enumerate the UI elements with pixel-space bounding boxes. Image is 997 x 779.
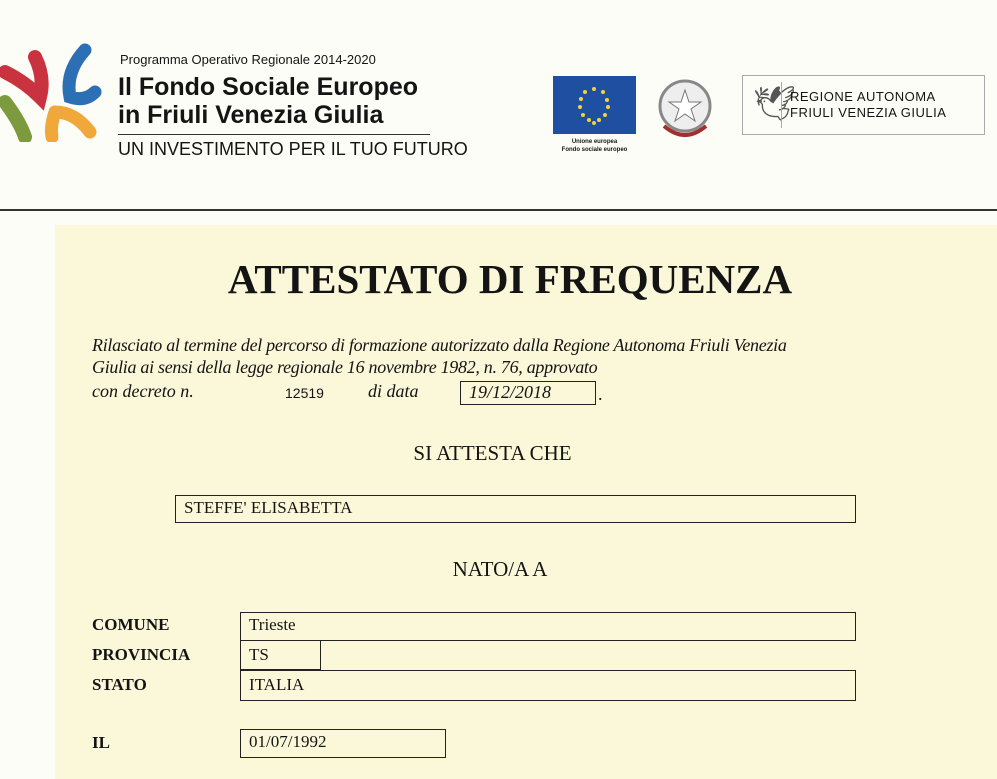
fse-title-2: in Friuli Venezia Giulia (118, 101, 384, 129)
header-rule (0, 209, 997, 211)
provincia-field: TS (240, 640, 321, 670)
eagle-icon: 🕊 (753, 86, 797, 123)
italian-emblem-icon (652, 76, 718, 144)
slogan: UN INVESTIMENTO PER IL TUO FUTURO (118, 139, 468, 159)
region-logo (742, 75, 985, 135)
stato-label: STATO (92, 675, 147, 694)
fse-title-1: Il Fondo Sociale Europeo (118, 73, 419, 101)
comune-field: Trieste (240, 612, 856, 641)
born-heading: NATO/A A (452, 557, 548, 581)
decree-date-field: 19/12/2018 (460, 381, 596, 405)
eu-caption-1: Unione europea (571, 139, 618, 145)
decree-number: 12519 (285, 385, 324, 401)
document-title: ATTESTATO DI FREQUENZA (227, 256, 793, 302)
region-line-2: FRIULI VENEZIA GIULIA (790, 105, 947, 120)
comune-label: COMUNE (92, 615, 170, 634)
attest-heading: SI ATTESTA CHE (413, 441, 572, 465)
decree-label: con decreto n. (92, 381, 194, 401)
intro-text (92, 334, 787, 378)
logo-divider (118, 134, 430, 135)
intro-line-2: Giulia ai sensi della legge regionale 16 novembre 1982, n. 76, approvato (92, 357, 598, 377)
eu-caption (553, 138, 636, 154)
eu-flag-icon (553, 76, 636, 134)
eu-caption-2: Fondo sociale europeo (561, 147, 628, 153)
name-field: STEFFE' ELISABETTA (175, 495, 856, 523)
il-label: IL (92, 733, 110, 752)
period: . (598, 384, 603, 404)
program-line: Programma Operativo Regionale 2014-2020 (120, 52, 376, 67)
stato-field: ITALIA (240, 670, 856, 701)
provincia-label: PROVINCIA (92, 645, 191, 664)
birth-date-field: 01/07/1992 (240, 729, 446, 758)
date-label: di data (368, 381, 419, 401)
intro-line-1: Rilasciato al termine del percorso di formazione autorizzato dalla Regione Autonoma Friuli Venezia (92, 335, 787, 355)
region-divider (781, 82, 782, 128)
region-line-1: REGIONE AUTONOMA (790, 89, 936, 104)
fse-star-logo (0, 42, 105, 142)
